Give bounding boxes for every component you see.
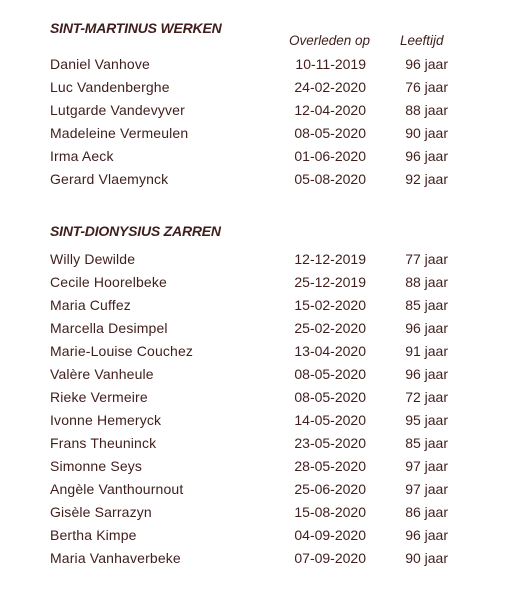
date-of-death: 23-05-2020 (294, 435, 366, 451)
table-row (0, 504, 508, 527)
table-row (0, 125, 508, 148)
age: 76 jaar (405, 79, 448, 95)
age: 77 jaar (405, 251, 448, 267)
date-of-death: 15-08-2020 (294, 504, 366, 520)
deceased-name: Maria Cuffez (50, 297, 131, 313)
date-of-death: 24-02-2020 (294, 79, 366, 95)
table-row (0, 412, 508, 435)
deceased-name: Lutgarde Vandevyver (50, 102, 185, 118)
deceased-name: Marcella Desimpel (50, 320, 168, 336)
table-row (0, 148, 508, 171)
date-of-death: 08-05-2020 (294, 389, 366, 405)
age: 88 jaar (405, 102, 448, 118)
table-row (0, 527, 508, 550)
section-title: SINT-MARTINUS WERKEN (50, 20, 222, 36)
deceased-name: Angèle Vanthournout (50, 481, 184, 497)
table-row (0, 343, 508, 366)
age: 91 jaar (405, 343, 448, 359)
deceased-name: Gisèle Sarrazyn (50, 504, 152, 520)
table-row (0, 320, 508, 343)
age: 90 jaar (405, 550, 448, 566)
deceased-name: Willy Dewilde (50, 251, 136, 267)
table-row (0, 171, 508, 194)
deceased-name: Luc Vandenberghe (50, 79, 170, 95)
deceased-name: Ivonne Hemeryck (50, 412, 162, 428)
age: 95 jaar (405, 412, 448, 428)
table-row (0, 366, 508, 389)
deceased-name: Gerard Vlaemynck (50, 171, 169, 187)
table-row (0, 102, 508, 125)
table-row (0, 389, 508, 412)
date-of-death: 25-06-2020 (294, 481, 366, 497)
age: 97 jaar (405, 481, 448, 497)
age: 96 jaar (405, 320, 448, 336)
date-of-death: 25-02-2020 (294, 320, 366, 336)
deceased-name: Cecile Hoorelbeke (50, 274, 167, 290)
date-of-death: 12-12-2019 (294, 251, 366, 267)
table-row (0, 481, 508, 504)
table-row (0, 274, 508, 297)
date-of-death: 01-06-2020 (294, 148, 366, 164)
age: 96 jaar (405, 366, 448, 382)
date-of-death: 14-05-2020 (294, 412, 366, 428)
deceased-name: Marie-Louise Couchez (50, 343, 194, 359)
deceased-name: Rieke Vermeire (50, 389, 148, 405)
date-of-death: 15-02-2020 (294, 297, 366, 313)
deceased-name: Bertha Kimpe (50, 527, 137, 543)
date-of-death: 12-04-2020 (294, 102, 366, 118)
age: 92 jaar (405, 171, 448, 187)
age: 96 jaar (405, 527, 448, 543)
column-header-date: Overleden op (289, 33, 371, 48)
table-row (0, 251, 508, 274)
table-row (0, 550, 508, 573)
age: 85 jaar (405, 297, 448, 313)
deceased-name: Madeleine Vermeulen (50, 125, 189, 141)
deceased-name: Irma Aeck (50, 148, 114, 164)
section-title: SINT-DIONYSIUS ZARREN (50, 223, 221, 239)
deceased-name: Maria Vanhaverbeke (50, 550, 181, 566)
deceased-name: Daniel Vanhove (50, 56, 150, 72)
deceased-name: Simonne Seys (50, 458, 143, 474)
date-of-death: 13-04-2020 (294, 343, 366, 359)
age: 97 jaar (405, 458, 448, 474)
table-row (0, 297, 508, 320)
table-row (0, 79, 508, 102)
table-row (0, 56, 508, 79)
date-of-death: 07-09-2020 (294, 550, 366, 566)
deceased-name: Frans Theuninck (50, 435, 157, 451)
age: 72 jaar (405, 389, 448, 405)
date-of-death: 04-09-2020 (294, 527, 366, 543)
date-of-death: 05-08-2020 (294, 171, 366, 187)
date-of-death: 25-12-2019 (294, 274, 366, 290)
age: 96 jaar (405, 56, 448, 72)
deceased-name: Valère Vanheule (50, 366, 154, 382)
date-of-death: 08-05-2020 (294, 366, 366, 382)
date-of-death: 08-05-2020 (294, 125, 366, 141)
column-header-age: Leeftijd (400, 33, 444, 48)
age: 90 jaar (405, 125, 448, 141)
age: 88 jaar (405, 274, 448, 290)
age: 96 jaar (405, 148, 448, 164)
age: 86 jaar (405, 504, 448, 520)
table-row (0, 435, 508, 458)
table-row (0, 458, 508, 481)
age: 85 jaar (405, 435, 448, 451)
date-of-death: 10-11-2019 (295, 56, 366, 72)
date-of-death: 28-05-2020 (294, 458, 366, 474)
